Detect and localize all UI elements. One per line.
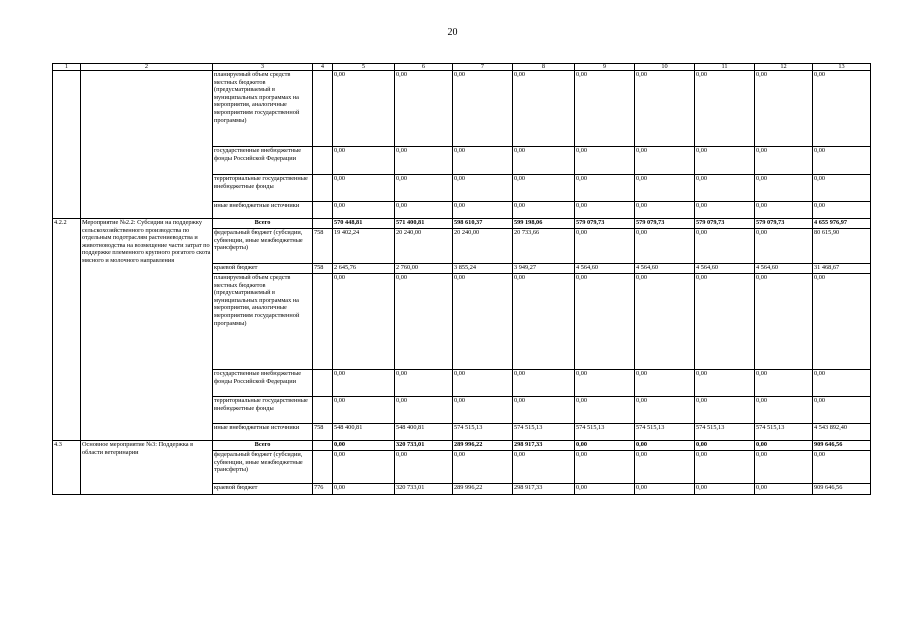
value-cell: 0,00 bbox=[755, 397, 813, 424]
value-cell: 0,00 bbox=[635, 175, 695, 202]
value-cell: 0,00 bbox=[755, 202, 813, 219]
value-cell: 0,00 bbox=[813, 370, 871, 397]
value-cell: 0,00 bbox=[695, 274, 755, 370]
value-cell: 0,00 bbox=[513, 397, 575, 424]
funding-source-cell: планируемый объем средств местных бюджетов (предусматриваемый в муниципальных программах на мероприятия, аналогичные мероприятиям государственной программы) bbox=[213, 274, 313, 370]
funding-source-cell: государственные внебюджетные фонды Российской Федерации bbox=[213, 370, 313, 397]
header-cell: 4 bbox=[313, 64, 333, 71]
value-cell: 0,00 bbox=[453, 202, 513, 219]
value-cell: 0,00 bbox=[333, 147, 395, 175]
funding-source-cell: Всего bbox=[213, 219, 313, 229]
funding-source-cell: территориальные государственные внебюджетные фонды bbox=[213, 397, 313, 424]
header-cell: 7 bbox=[453, 64, 513, 71]
value-cell: 0,00 bbox=[755, 175, 813, 202]
value-cell: 0,00 bbox=[695, 397, 755, 424]
value-cell: 548 400,81 bbox=[333, 424, 395, 441]
value-cell: 4 564,60 bbox=[575, 264, 635, 274]
value-cell: 0,00 bbox=[333, 451, 395, 484]
budget-code-cell: 758 bbox=[313, 264, 333, 274]
value-cell: 289 996,22 bbox=[453, 484, 513, 495]
budget-code-cell bbox=[313, 147, 333, 175]
value-cell: 0,00 bbox=[333, 441, 395, 451]
value-cell: 0,00 bbox=[395, 451, 453, 484]
header-cell: 12 bbox=[755, 64, 813, 71]
value-cell: 0,00 bbox=[513, 71, 575, 147]
value-cell: 20 240,00 bbox=[453, 229, 513, 264]
value-cell: 574 515,13 bbox=[755, 424, 813, 441]
funding-source-cell: планируемый объем средств местных бюджетов (предусматриваемый в муниципальных программах на мероприятия, аналогичные мероприятиям государственной программы) bbox=[213, 71, 313, 147]
value-cell: 0,00 bbox=[575, 451, 635, 484]
value-cell: 599 198,06 bbox=[513, 219, 575, 229]
value-cell: 0,00 bbox=[813, 175, 871, 202]
row-number-cell: 4.3 bbox=[53, 441, 81, 495]
header-cell: 2 bbox=[81, 64, 213, 71]
value-cell: 0,00 bbox=[813, 71, 871, 147]
value-cell: 0,00 bbox=[333, 484, 395, 495]
header-cell: 8 bbox=[513, 64, 575, 71]
value-cell: 0,00 bbox=[695, 147, 755, 175]
value-cell: 0,00 bbox=[635, 229, 695, 264]
value-cell: 0,00 bbox=[695, 370, 755, 397]
budget-code-cell bbox=[313, 370, 333, 397]
budget-code-cell bbox=[313, 451, 333, 484]
budget-code-cell bbox=[313, 441, 333, 451]
funding-source-cell: краевой бюджет bbox=[213, 264, 313, 274]
value-cell: 579 079,73 bbox=[755, 219, 813, 229]
value-cell: 0,00 bbox=[695, 484, 755, 495]
funding-source-cell: Всего bbox=[213, 441, 313, 451]
value-cell: 0,00 bbox=[453, 397, 513, 424]
header-cell: 9 bbox=[575, 64, 635, 71]
value-cell: 0,00 bbox=[635, 370, 695, 397]
value-cell: 0,00 bbox=[395, 274, 453, 370]
value-cell: 0,00 bbox=[395, 370, 453, 397]
budget-code-cell: 758 bbox=[313, 424, 333, 441]
value-cell: 2 760,00 bbox=[395, 264, 453, 274]
value-cell: 0,00 bbox=[333, 71, 395, 147]
value-cell: 0,00 bbox=[813, 147, 871, 175]
value-cell: 0,00 bbox=[395, 175, 453, 202]
value-cell: 0,00 bbox=[755, 484, 813, 495]
value-cell: 0,00 bbox=[575, 274, 635, 370]
value-cell: 0,00 bbox=[695, 451, 755, 484]
value-cell: 574 515,13 bbox=[635, 424, 695, 441]
funding-source-cell: федеральный бюджет (субсидии, субвенции, иные межбюджетные трансферты) bbox=[213, 451, 313, 484]
value-cell: 19 402,24 bbox=[333, 229, 395, 264]
value-cell: 0,00 bbox=[635, 274, 695, 370]
value-cell: 0,00 bbox=[755, 441, 813, 451]
value-cell: 0,00 bbox=[453, 71, 513, 147]
value-cell: 0,00 bbox=[635, 397, 695, 424]
value-cell: 0,00 bbox=[635, 147, 695, 175]
value-cell: 909 646,56 bbox=[813, 441, 871, 451]
value-cell: 570 448,81 bbox=[333, 219, 395, 229]
value-cell: 0,00 bbox=[813, 451, 871, 484]
budget-code-cell: 758 bbox=[313, 229, 333, 264]
value-cell: 31 468,67 bbox=[813, 264, 871, 274]
value-cell: 0,00 bbox=[575, 441, 635, 451]
value-cell: 0,00 bbox=[695, 71, 755, 147]
value-cell: 0,00 bbox=[575, 147, 635, 175]
value-cell: 0,00 bbox=[333, 175, 395, 202]
value-cell: 20 240,00 bbox=[395, 229, 453, 264]
value-cell: 574 515,13 bbox=[513, 424, 575, 441]
value-cell: 0,00 bbox=[453, 370, 513, 397]
page-number: 20 bbox=[447, 27, 458, 38]
header-cell: 11 bbox=[695, 64, 755, 71]
value-cell: 0,00 bbox=[333, 202, 395, 219]
funding-source-cell: государственные внебюджетные фонды Российской Федерации bbox=[213, 147, 313, 175]
table-header-row bbox=[53, 64, 871, 71]
budget-code-cell: 776 bbox=[313, 484, 333, 495]
row-number-cell bbox=[53, 71, 81, 219]
value-cell: 0,00 bbox=[755, 451, 813, 484]
measure-name-cell: Мероприятие №2.2: Субсидии на поддержку сельскохозяйственного производства по отдельным подотраслям растениеводства и животноводства на возмещение части затрат по поддержке племенного крупного рогатого скота мясного и молочного направления bbox=[81, 219, 213, 441]
value-cell: 0,00 bbox=[395, 202, 453, 219]
value-cell: 0,00 bbox=[695, 441, 755, 451]
funding-source-cell: иные внебюджетные источники bbox=[213, 202, 313, 219]
value-cell: 0,00 bbox=[575, 71, 635, 147]
header-cell: 13 bbox=[813, 64, 871, 71]
value-cell: 298 917,33 bbox=[513, 484, 575, 495]
budget-code-cell bbox=[313, 175, 333, 202]
value-cell: 0,00 bbox=[513, 202, 575, 219]
value-cell: 3 949,27 bbox=[513, 264, 575, 274]
value-cell: 0,00 bbox=[395, 147, 453, 175]
value-cell: 0,00 bbox=[453, 175, 513, 202]
value-cell: 0,00 bbox=[635, 451, 695, 484]
header-cell: 6 bbox=[395, 64, 453, 71]
value-cell: 574 515,13 bbox=[453, 424, 513, 441]
value-cell: 0,00 bbox=[755, 370, 813, 397]
value-cell: 80 615,90 bbox=[813, 229, 871, 264]
value-cell: 0,00 bbox=[635, 202, 695, 219]
value-cell: 0,00 bbox=[755, 71, 813, 147]
value-cell: 574 515,13 bbox=[575, 424, 635, 441]
header-cell: 3 bbox=[213, 64, 313, 71]
value-cell: 0,00 bbox=[575, 484, 635, 495]
value-cell: 0,00 bbox=[575, 370, 635, 397]
value-cell: 0,00 bbox=[513, 451, 575, 484]
value-cell: 548 400,81 bbox=[395, 424, 453, 441]
value-cell: 0,00 bbox=[513, 274, 575, 370]
value-cell: 0,00 bbox=[635, 441, 695, 451]
value-cell: 0,00 bbox=[695, 202, 755, 219]
value-cell: 0,00 bbox=[575, 397, 635, 424]
table-row bbox=[53, 441, 871, 451]
value-cell: 0,00 bbox=[695, 229, 755, 264]
funding-source-cell: краевой бюджет bbox=[213, 484, 313, 495]
budget-code-cell bbox=[313, 219, 333, 229]
value-cell: 0,00 bbox=[575, 229, 635, 264]
value-cell: 20 733,66 bbox=[513, 229, 575, 264]
value-cell: 4 564,60 bbox=[695, 264, 755, 274]
value-cell: 574 515,13 bbox=[695, 424, 755, 441]
funding-source-cell: иные внебюджетные источники bbox=[213, 424, 313, 441]
value-cell: 0,00 bbox=[333, 397, 395, 424]
value-cell: 0,00 bbox=[453, 451, 513, 484]
value-cell: 0,00 bbox=[333, 274, 395, 370]
value-cell: 0,00 bbox=[453, 274, 513, 370]
value-cell: 0,00 bbox=[635, 71, 695, 147]
budget-table bbox=[52, 63, 871, 495]
value-cell: 571 400,81 bbox=[395, 219, 453, 229]
value-cell: 0,00 bbox=[575, 175, 635, 202]
value-cell: 320 733,01 bbox=[395, 441, 453, 451]
header-cell: 10 bbox=[635, 64, 695, 71]
measure-name-cell bbox=[81, 71, 213, 219]
value-cell: 0,00 bbox=[755, 274, 813, 370]
budget-code-cell bbox=[313, 397, 333, 424]
value-cell: 0,00 bbox=[513, 147, 575, 175]
value-cell: 4 655 976,97 bbox=[813, 219, 871, 229]
value-cell: 909 646,56 bbox=[813, 484, 871, 495]
funding-source-cell: территориальные государственные внебюджетные фонды bbox=[213, 175, 313, 202]
table-row bbox=[53, 219, 871, 229]
value-cell: 0,00 bbox=[695, 175, 755, 202]
row-number-cell: 4.2.2 bbox=[53, 219, 81, 441]
value-cell: 4 564,60 bbox=[635, 264, 695, 274]
value-cell: 0,00 bbox=[813, 397, 871, 424]
budget-code-cell bbox=[313, 274, 333, 370]
value-cell: 0,00 bbox=[513, 370, 575, 397]
value-cell: 0,00 bbox=[813, 274, 871, 370]
header-cell: 5 bbox=[333, 64, 395, 71]
value-cell: 0,00 bbox=[333, 370, 395, 397]
funding-source-cell: федеральный бюджет (субсидии, субвенции, иные межбюджетные трансферты) bbox=[213, 229, 313, 264]
value-cell: 0,00 bbox=[813, 202, 871, 219]
value-cell: 0,00 bbox=[453, 147, 513, 175]
value-cell: 0,00 bbox=[755, 229, 813, 264]
value-cell: 0,00 bbox=[513, 175, 575, 202]
budget-code-cell bbox=[313, 202, 333, 219]
value-cell: 320 733,01 bbox=[395, 484, 453, 495]
value-cell: 4 564,60 bbox=[755, 264, 813, 274]
value-cell: 4 543 892,40 bbox=[813, 424, 871, 441]
value-cell: 579 079,73 bbox=[575, 219, 635, 229]
budget-code-cell bbox=[313, 71, 333, 147]
value-cell: 598 610,37 bbox=[453, 219, 513, 229]
value-cell: 0,00 bbox=[395, 397, 453, 424]
value-cell: 579 079,73 bbox=[695, 219, 755, 229]
value-cell: 289 996,22 bbox=[453, 441, 513, 451]
header-cell: 1 bbox=[53, 64, 81, 71]
value-cell: 298 917,33 bbox=[513, 441, 575, 451]
value-cell: 0,00 bbox=[635, 484, 695, 495]
value-cell: 579 079,73 bbox=[635, 219, 695, 229]
value-cell: 3 855,24 bbox=[453, 264, 513, 274]
measure-name-cell: Основное мероприятие №3: Поддержка в области ветеринарии bbox=[81, 441, 213, 495]
value-cell: 2 645,76 bbox=[333, 264, 395, 274]
value-cell: 0,00 bbox=[755, 147, 813, 175]
value-cell: 0,00 bbox=[395, 71, 453, 147]
table-row bbox=[53, 71, 871, 147]
value-cell: 0,00 bbox=[575, 202, 635, 219]
